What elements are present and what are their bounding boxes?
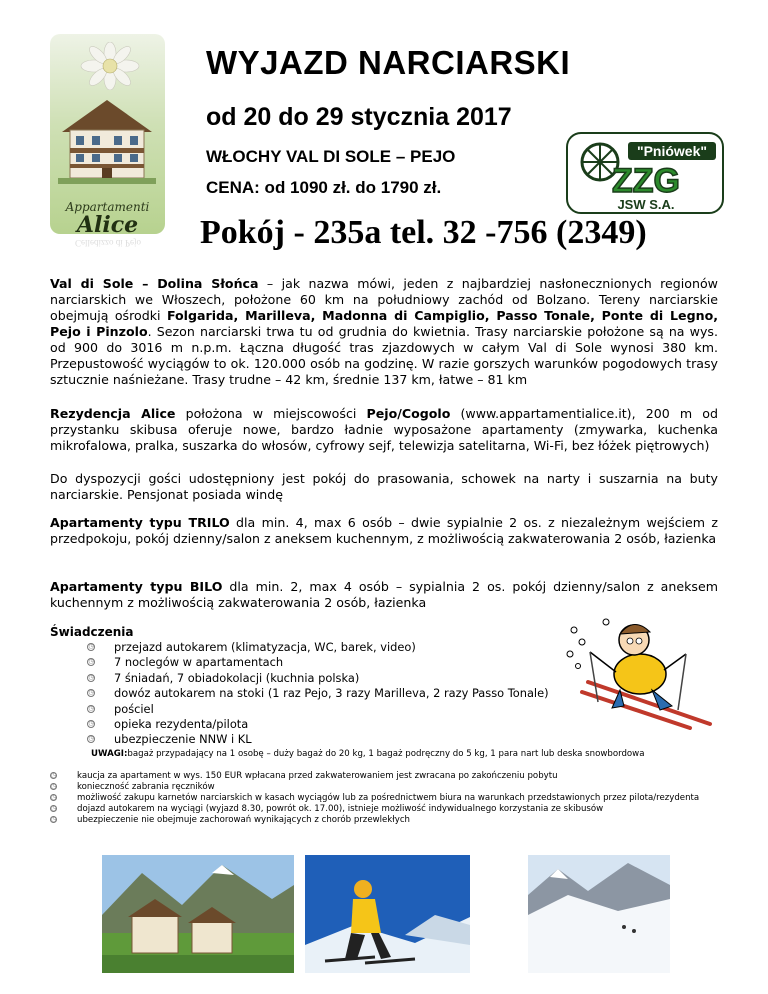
services-title: Świadczenia bbox=[50, 625, 134, 639]
clock-icon: ◷ bbox=[88, 689, 94, 697]
clock-icon: ◷ bbox=[88, 720, 94, 728]
bilo-text: dla min. 2, max 4 osób – sypialnia 2 os. pokój dzienny/salon z aneksem kuchennym z możliwością zakwaterowania 2 osób, łazienka bbox=[50, 579, 718, 610]
bilo-label: Apartamenty typu BILO bbox=[50, 579, 223, 594]
resorts-list: Folgarida, Marilleva, Madonna di Campiglio, Passo Tonale, Ponte di Legno, Pejo i Pinzolo bbox=[50, 308, 719, 339]
residence-name: Rezydencja Alice bbox=[50, 406, 176, 421]
service-text: opieka rezydenta/pilota bbox=[114, 717, 249, 732]
note-text: kaucja za apartament w wys. 150 EUR wpłacana przed zakwaterowaniem jest zwracana po zakończeniu pobytu bbox=[77, 771, 558, 781]
list-item bbox=[87, 702, 549, 717]
remarks-label: UWAGI: bbox=[91, 749, 128, 759]
clock-icon: ◷ bbox=[88, 658, 94, 666]
trip-dates: od 20 do 29 stycznia 2017 bbox=[206, 103, 512, 131]
residence-description bbox=[50, 406, 718, 454]
skier-cartoon bbox=[560, 612, 720, 730]
list-item bbox=[87, 655, 549, 670]
svg-text:ZZG: ZZG bbox=[612, 162, 680, 200]
list-item bbox=[50, 782, 718, 793]
service-text: 7 noclegów w apartamentach bbox=[114, 655, 284, 670]
list-item bbox=[87, 640, 549, 655]
slope-photo bbox=[528, 855, 670, 973]
trip-region: WŁOCHY VAL DI SOLE – PEJO bbox=[206, 147, 456, 166]
trilo-text: dla min. 4, max 6 osób – dwie sypialnie 2 os. z niezależnym wejściem z przedpokoju, pokój dzienny/salon z aneksem kuchennym, z możliwością zakwaterowania 2 osób, łazienka bbox=[50, 515, 718, 546]
edelweiss-icon bbox=[80, 42, 140, 90]
clock-icon: ◷ bbox=[88, 704, 94, 712]
alice-logo bbox=[50, 34, 165, 234]
logo-brand-name: Alice bbox=[76, 212, 139, 234]
zzg-top-text: "Pniówek" bbox=[636, 143, 708, 159]
logo-reflection: Celledizzo di Pejo bbox=[75, 238, 141, 248]
service-text: pościel bbox=[114, 701, 154, 716]
trip-price: CENA: od 1090 zł. do 1790 zł. bbox=[206, 178, 442, 197]
logo-brand-small: Appartamenti bbox=[65, 200, 150, 214]
residence-text-1: położona w miejscowości bbox=[175, 406, 367, 421]
trilo-label: Apartamenty typu TRILO bbox=[50, 515, 230, 530]
clock-icon: ◷ bbox=[88, 735, 94, 743]
amenities-description bbox=[50, 471, 718, 503]
remarks-text: bagaż przypadający na 1 osobę – duży bagaż do 20 kg, 1 bagaż podręczny do 5 kg, 1 para nart lub deska snowbordowa bbox=[127, 749, 645, 759]
amenities-text: Do dyspozycji gości udostępniony jest pokój do prasowania, schowek na narty i suszarnia na buty narciarskie. Pensjonat posiada windę bbox=[50, 471, 718, 502]
clock-icon: ◷ bbox=[51, 794, 57, 801]
list-item bbox=[87, 686, 549, 701]
clock-icon: ◷ bbox=[88, 643, 94, 650]
residence-location: Pejo/Cogolo bbox=[366, 406, 451, 421]
contact-room: Pokój - 235a tel. 32 -756 (2349) bbox=[200, 214, 647, 251]
page-title: WYJAZD NARCIARSKI bbox=[206, 44, 571, 81]
note-text: dojazd autokarem na wyciągi (wyjazd 8.30, powrót ok. 17.00), istnieje możliwość indywidualnego korzystania ze skibusów bbox=[77, 804, 604, 814]
zzg-bottom-text: JSW S.A. bbox=[617, 197, 675, 212]
service-text: 7 śniadań, 7 obiadokolacji (kuchnia polska) bbox=[114, 670, 360, 685]
notes-list bbox=[50, 771, 718, 826]
trilo-description bbox=[50, 515, 718, 547]
services-list bbox=[87, 640, 549, 748]
clock-icon: ◷ bbox=[51, 805, 57, 812]
note-text: możliwość zakupu karnetów narciarskich w kasach wyciągów lub za pośrednictwem biura na warunkach przedstawionych przez pilota/rezydenta bbox=[77, 793, 700, 803]
region-text-1: – jak nazwa mówi, jeden z najbardziej nasłonecznionych regionów narciarskich we Włoszech, położone 60 km na południowy zachód od Bolzano. Tereny narciarskie obejmują ośrodki bbox=[50, 276, 718, 323]
zzg-pniowek-logo bbox=[566, 132, 724, 214]
residence-photo bbox=[102, 855, 294, 973]
clock-icon: ◷ bbox=[51, 772, 57, 779]
bilo-description bbox=[50, 579, 718, 611]
clock-icon: ◷ bbox=[51, 783, 57, 790]
region-description bbox=[50, 276, 718, 388]
note-text: ubezpieczenie nie obejmuje zachorowań wynikających z chorób przewlekłych bbox=[77, 815, 410, 825]
residence-text-2: (www.appartamentialice.it), 200 m od przystanku skibusa oferuje nowe, bardzo ładnie wyposażone apartamenty (zmywarka, kuchenka mikrofalowa, pralka, suszarka do włosów, cyfrowy sejf, telewizja satelitarna, Wi-Fi, bez łóżek piętrowych) bbox=[50, 406, 718, 453]
list-item bbox=[87, 717, 549, 732]
skier-photo bbox=[305, 855, 470, 973]
service-text: dowóz autokarem na stoki (1 raz Pejo, 3 razy Marilleva, 2 razy Passo Tonale) bbox=[114, 686, 549, 701]
list-item bbox=[87, 671, 549, 686]
clock-icon: ◷ bbox=[51, 816, 57, 823]
region-text-2: . Sezon narciarski trwa tu od grudnia do kwietnia. Trasy narciarskie położone są na wys. od 900 do 3016 m n.p.m. Łączna długość tras zjazdowych w całym Val di Sole wynosi 380 km. Przepustowość wyciągów to ok. 120.000 osób na godzinę. W razie gorszych warunków pogodowych trasy sztucznie naśnieżane. Trasy trudne – 42 km, średnie 137 km, łatwe – 81 km bbox=[50, 324, 718, 387]
clock-icon: ◷ bbox=[88, 673, 94, 681]
service-text: przejazd autokarem (klimatyzacja, WC, barek, video) bbox=[114, 640, 416, 654]
list-item bbox=[87, 732, 549, 747]
list-item bbox=[50, 804, 718, 815]
note-text: konieczność zabrania ręczników bbox=[77, 782, 215, 792]
service-text: ubezpieczenie NNW i KL bbox=[114, 732, 252, 747]
list-item bbox=[50, 793, 718, 804]
region-name: Val di Sole – Dolina Słońca bbox=[50, 276, 259, 291]
chalet-image bbox=[58, 92, 156, 184]
luggage-remarks bbox=[91, 749, 644, 759]
list-item bbox=[50, 815, 718, 826]
list-item bbox=[50, 771, 718, 782]
